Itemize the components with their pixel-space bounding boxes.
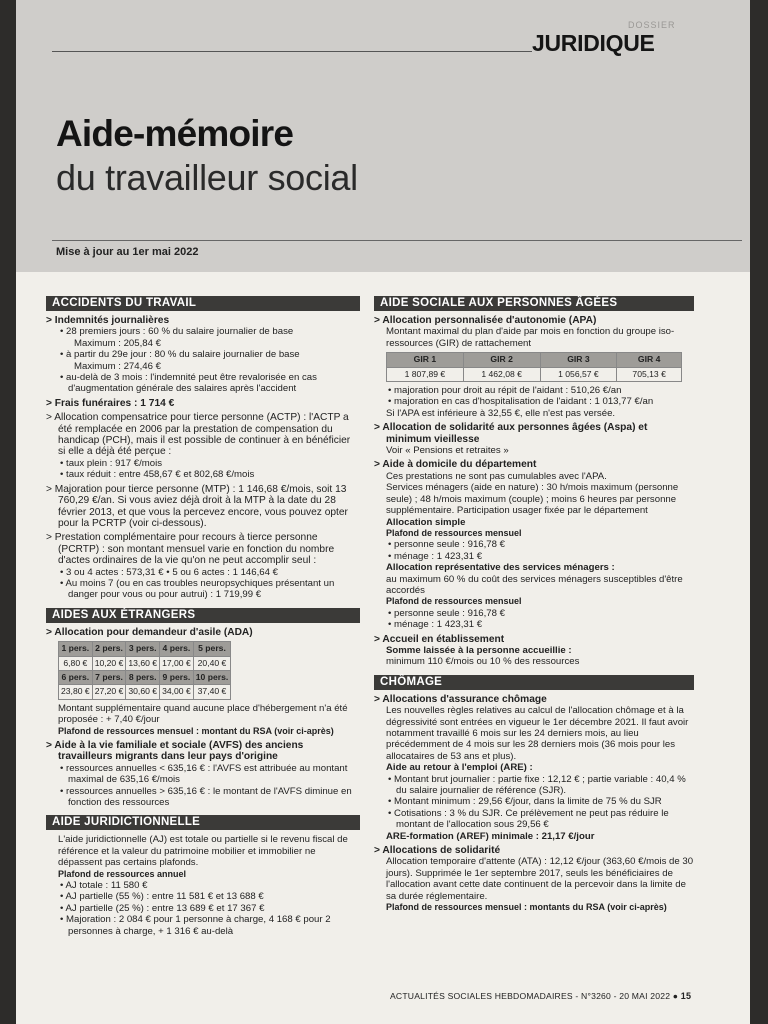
table-header-cell: 2 pers. (92, 642, 126, 656)
paragraph: Montant maximal du plan d'aide par mois en fonction du groupe iso-ressources (GIR) de rattachement (386, 326, 675, 349)
table-header-cell: 7 pers. (92, 670, 126, 684)
section-etrangers-title: AIDES AUX ÉTRANGERS (46, 608, 360, 623)
bullet: • ressources annuelles < 635,16 € : l'AVFS est attribuée au montant maximal de 635,16 €/mois (46, 763, 360, 786)
bullet: • Au moins 7 (ou en cas troubles neuropsychiques présentant un danger pour vous ou pour autrui) : 1 719,99 € (46, 578, 360, 601)
paragraph: Montant supplémentaire quand aucune place d'hébergement n'a été proposée : + 7,40 €/jour (58, 702, 348, 726)
item-heading: > Aide à domicile du département (374, 459, 694, 470)
bullet: • Cotisations : 3 % du SJR. Ce prélèvement ne peut pas réduire le montant de l'allocation sous 29,56 € (374, 808, 694, 831)
section-accidents-title: ACCIDENTS DU TRAVAIL (46, 296, 360, 311)
header-rule (52, 51, 532, 52)
table-cell: 1 462,08 € (463, 367, 540, 381)
subheading-small: Plafond de ressources mensuel (386, 527, 522, 538)
section-personnes-agees-title: AIDE SOCIALE AUX PERSONNES ÂGÉES (374, 296, 694, 311)
bullet: • personne seule : 916,78 € (374, 539, 694, 550)
page-subtitle: du travailleur social (56, 157, 358, 198)
item-heading: > Aide à la vie familiale et sociale (AVFS) des anciens travailleurs migrants dans leur pays d'origine (46, 740, 360, 763)
bullet: • majoration en cas d'hospitalisation de l'aidant : 1 013,77 €/an (374, 396, 694, 407)
table-header-cell: 1 pers. (59, 642, 93, 656)
bullet: • AJ partielle (55 %) : entre 11 581 € et 13 688 € (46, 891, 360, 902)
right-column (374, 292, 694, 914)
page-title: Aide-mémoire (56, 113, 294, 154)
section-juridictionnelle-title: AIDE JURIDICTIONNELLE (46, 815, 360, 830)
left-column (46, 292, 360, 937)
item-heading: > Allocation pour demandeur d'asile (ADA) (46, 627, 360, 638)
header-banner (16, 0, 750, 272)
table-header-cell: GIR 4 (617, 353, 682, 367)
bullet: • Montant brut journalier : partie fixe : 12,12 € ; partie variable : 40,4 % du salaire journalier de référence (SJR). (374, 774, 694, 797)
gir-table (386, 352, 682, 382)
bullet: • ménage : 1 423,31 € (374, 551, 694, 562)
item-heading: > Allocation compensatrice pour tierce personne (ACTP) : l'ACTP a été remplacée en 2006 par la prestation de compensation du handicap (PCH), mais il est possible de continuer à en bénéficier si elle a déjà été perçue : (46, 412, 360, 458)
table-cell: 17,00 € (160, 656, 194, 670)
bullet: • taux réduit : entre 458,67 € et 802,68 €/mois (46, 469, 360, 480)
table-cell: 20,40 € (193, 656, 231, 670)
table-header-cell: 3 pers. (126, 642, 160, 656)
item-heading: > Allocation personnalisée d'autonomie (APA) (374, 315, 694, 326)
bullet: • ressources annuelles > 635,16 € : le montant de l'AVFS diminue en fonction des ressources (46, 786, 360, 809)
table-header-cell: GIR 2 (463, 353, 540, 367)
table-cell: 30,60 € (126, 685, 160, 699)
rubric-title: JURIDIQUE (532, 30, 655, 56)
bullet: • taux plein : 917 €/mois (46, 458, 360, 469)
paragraph: au maximum 60 % du coût des services ménagers susceptibles d'être accordés (386, 573, 683, 596)
paragraph: Si l'APA est inférieure à 32,55 €, elle n'est pas versée. (386, 407, 616, 419)
bullet-detail: Maximum : 205,84 € (74, 337, 161, 349)
table-header-cell: 8 pers. (126, 670, 160, 684)
table-cell: 34,00 € (160, 685, 194, 699)
subheading: Allocation simple (386, 516, 466, 528)
bullet: • au-delà de 3 mois : l'indemnité peut être revalorisée en cas d'augmentation générale des salaires après l'accident (46, 372, 360, 395)
ada-table (58, 641, 231, 700)
page-footer (390, 991, 691, 1001)
subheading: Allocation représentative des services ménagers : (386, 562, 615, 574)
bullet: • 28 premiers jours : 60 % du salaire journalier de base (46, 326, 360, 337)
title-rule (52, 240, 742, 241)
table-cell: 1 807,89 € (387, 367, 464, 381)
subheading: Plafond de ressources annuel (58, 868, 187, 879)
subheading: ARE-formation (AREF) minimale : 21,17 €/jour (386, 830, 595, 842)
table-cell: 27,20 € (92, 685, 126, 699)
paragraph: Voir « Pensions et retraites » (386, 445, 509, 457)
table-header-cell: 9 pers. (160, 670, 194, 684)
bullet: • personne seule : 916,78 € (374, 608, 694, 619)
bullet: • à partir du 29e jour : 80 % du salaire journalier de base (46, 349, 360, 360)
paragraph: Services ménagers (aide en nature) : 30 h/mois maximum (personne seule) ; 48 h/mois maximum (couple) ; moins 6 heures par personne supplémentaire. Participation usager fixée par le département (386, 482, 679, 517)
item-heading: > Accueil en établissement (374, 634, 694, 645)
page-number: 15 (680, 991, 692, 1001)
item-heading: > Indemnités journalières (46, 315, 360, 326)
paragraph: Ces prestations ne sont pas cumulables avec l'APA. (386, 470, 607, 482)
bullet: • AJ partielle (25 %) : entre 13 689 € et 17 367 € (46, 903, 360, 914)
bullet-detail: Maximum : 274,46 € (74, 360, 161, 372)
table-cell: 37,40 € (193, 685, 231, 699)
dossier-label: DOSSIER (628, 20, 676, 30)
table-header-cell: GIR 1 (387, 353, 464, 367)
item-heading: > Prestation complémentaire pour recours à tierce personne (PCRTP) : son montant mensuel varie en fonction du nombre d'actes ordinaires de la vie qu'on ne peut accomplir seul : (46, 532, 360, 566)
table-cell: 6,80 € (59, 656, 93, 670)
magazine-page (16, 0, 750, 1024)
item-heading: > Majoration pour tierce personne (MTP) : 1 146,68 €/mois, soit 13 760,29 €/an. Si vous aviez déjà droit à la MTP à la date du 28 février 2013, et que vous la percevez encore, vous pouvez opter pour la PCRTP (voir ci-dessous). (46, 484, 360, 530)
table-cell: 705,13 € (617, 367, 682, 381)
bullet: • 3 ou 4 actes : 573,31 € • 5 ou 6 actes : 1 146,64 € (46, 567, 360, 578)
table-cell: 10,20 € (92, 656, 126, 670)
paragraph: minimum 110 €/mois ou 10 % des ressources (386, 656, 580, 668)
paragraph: Allocation temporaire d'attente (ATA) : 12,12 €/jour (363,60 €/mois de 30 jours). Supprimée le 1er septembre 2017, seuls les bénéficiaires de l'allocation avant cette date continuent de la percevoir dans la limite de sa durée réglementaire. (386, 856, 694, 902)
table-header-cell: 10 pers. (193, 670, 231, 684)
item-heading: > Allocation de solidarité aux personnes âgées (Aspa) et minimum vieillesse (374, 422, 694, 445)
bullet: • majoration pour droit au répit de l'aidant : 510,26 €/an (374, 385, 694, 396)
footer-bullet-icon: ● (672, 991, 681, 1001)
table-header-cell: 5 pers. (193, 642, 231, 656)
subheading-small: Plafond de ressources mensuel (386, 596, 522, 607)
footer-publication: ACTUALITÉS SOCIALES HEBDOMADAIRES - N°3260 - 20 MAI 2022 (390, 991, 671, 1001)
update-date: Mise à jour au 1er mai 2022 (56, 246, 199, 258)
item-heading: > Allocations d'assurance chômage (374, 694, 694, 705)
subheading: Somme laissée à la personne accueillie : (386, 644, 572, 656)
table-header-cell: 4 pers. (160, 642, 194, 656)
subheading: Aide au retour à l'emploi (ARE) : (386, 762, 533, 774)
paragraph: L'aide juridictionnelle (AJ) est totale ou partielle si le revenu fiscal de référence et la valeur du patrimoine mobilier et immobilier ne dépassent pas certains plafonds. (58, 834, 348, 869)
bullet: • ménage : 1 423,31 € (374, 619, 694, 630)
table-header-cell: 6 pers. (59, 670, 93, 684)
bullet: • Majoration : 2 084 € pour 1 personne à charge, 4 168 € pour 2 personnes à charge, + 1 316 € au-delà (46, 914, 360, 937)
table-cell: 1 056,57 € (540, 367, 617, 381)
table-header-cell: GIR 3 (540, 353, 617, 367)
bullet: • Montant minimum : 29,56 €/jour, dans la limite de 75 % du SJR (374, 796, 694, 807)
item-heading: > Allocations de solidarité (374, 845, 694, 856)
paragraph: Les nouvelles règles relatives au calcul de l'allocation chômage et à la dégressivité sont entrées en vigueur le 1er décembre 2021. Il faut avoir notamment travaillé 6 mois sur les 24 derniers mois, au lieu précédemment de 4 mois sur les 28 derniers mois (36 mois pour les allocataires de 53 ans et plus). (386, 705, 689, 762)
item-heading: > Frais funéraires : 1 714 € (46, 398, 360, 409)
paragraph-bold: Plafond de ressources mensuel : montants du RSA (voir ci-après) (386, 902, 667, 913)
bullet: • AJ totale : 11 580 € (46, 880, 360, 891)
section-chomage-title: CHÔMAGE (374, 675, 694, 690)
paragraph-bold: Plafond de ressources mensuel : montant du RSA (voir ci-après) (58, 725, 334, 736)
table-cell: 13,60 € (126, 656, 160, 670)
table-cell: 23,80 € (59, 685, 93, 699)
